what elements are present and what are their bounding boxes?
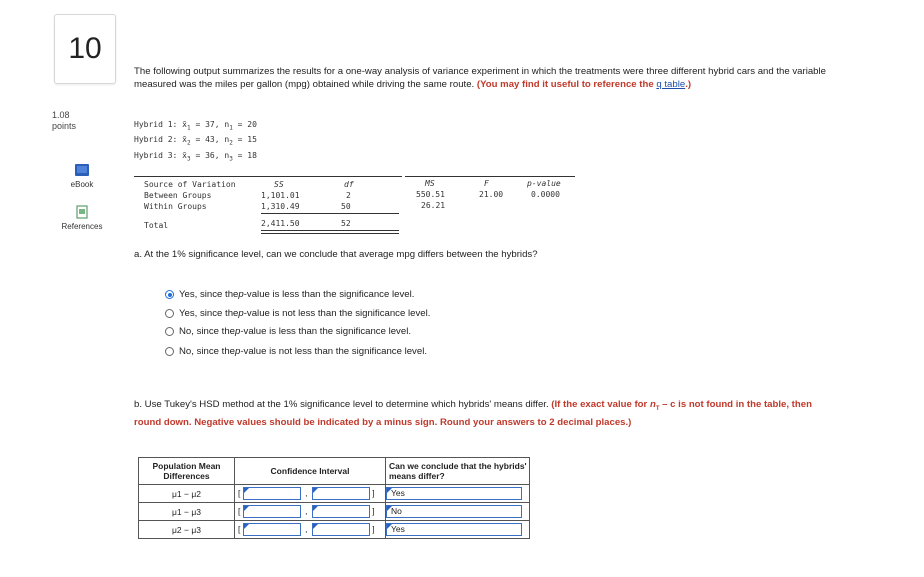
conclude-select[interactable]: Yes (386, 487, 522, 500)
table-row (139, 521, 530, 539)
diff-label: μ2 − μ3 (139, 521, 235, 539)
anova-within-ss: 1,310.49 (261, 202, 300, 211)
anova-within-source: Within Groups (144, 202, 207, 211)
option-a3[interactable]: No, since the p -value is less than the significance level. (165, 326, 411, 337)
conclude-cell (386, 521, 530, 539)
anova-header-ss: SS (274, 180, 284, 189)
col-header-ci: Confidence Interval (235, 458, 386, 485)
intro-text: The following output summarizes the results for a one-way analysis of variance experiment in which the treatments were three different hybrid cars and the variable measured was the miles per gallon (mpg) obtained while driving the same route. (134, 66, 826, 90)
option-a1[interactable]: Yes, since the p -value is less than the significance level. (165, 289, 414, 300)
col-header-diff: Population Mean Differences (139, 458, 235, 485)
anova-between-source: Between Groups (144, 191, 212, 200)
references-icon (75, 205, 89, 219)
table-row (139, 485, 530, 503)
anova-header-p: p-value (527, 179, 561, 188)
part-b-question: b. Use Tukey's HSD method at the 1% significance level to determine which hybrids' means differ. (If the exact value for $n_T$ – c is not found in the table, then round down. Negative values should be indicated by a minus sign. Round your answers to 2 decimal places.) (134, 399, 812, 428)
col-header-conclude: Can we conclude that the hybrids' means differ? (386, 458, 530, 485)
tukey-table (138, 457, 530, 539)
points-info (52, 110, 76, 132)
hybrid-3-line: Hybrid 3: $x̄_3 = 36$, $n_3 = 18$ (134, 151, 257, 163)
conclude-select[interactable]: No (386, 505, 522, 518)
ebook-button[interactable] (52, 163, 112, 189)
ci-cell: [ , ] (235, 485, 386, 503)
anova-between-p: 0.0000 (531, 190, 560, 199)
ci-upper-input[interactable] (312, 505, 370, 518)
diff-label: μ1 − μ3 (139, 503, 235, 521)
conclude-select[interactable]: Yes (386, 523, 522, 536)
radio[interactable] (165, 327, 174, 336)
question-number: 10 (54, 14, 116, 84)
anova-total-source: Total (144, 221, 169, 230)
anova-between-df: 2 (346, 191, 351, 200)
part-a-question: a. At the 1% significance level, can we conclude that average mpg differs between the hybrids? (134, 249, 538, 260)
anova-header-source: Source of Variation (144, 180, 236, 189)
anova-header-df: df (344, 180, 354, 189)
ci-cell: [ , ] (235, 521, 386, 539)
conclude-cell (386, 485, 530, 503)
hybrid-1-line: Hybrid 1: $x̄_1 = 37$, $n_1 = 20$ (134, 120, 257, 132)
points-label: points (52, 121, 77, 131)
radio[interactable] (165, 347, 174, 356)
references-label: References (61, 222, 103, 231)
anova-within-ms: 26.21 (421, 201, 446, 210)
option-a4[interactable]: No, since the p -value is not less than the significance level. (165, 346, 427, 357)
ci-upper-input[interactable] (312, 487, 370, 500)
conclude-cell (386, 503, 530, 521)
anova-total-ss: 2,411.50 (261, 219, 300, 228)
ci-lower-input[interactable] (243, 505, 301, 518)
hybrid-2-line: Hybrid 2: $x̄_2 = 43$, $n_2 = 15$ (134, 135, 257, 147)
anova-between-ms: 550.51 (416, 190, 445, 199)
book-icon (74, 163, 90, 177)
intro-hint: (You may find it useful to reference the q table.) (476, 79, 692, 90)
ci-lower-input[interactable] (243, 523, 301, 536)
radio[interactable] (165, 309, 174, 318)
ci-cell: [ , ] (235, 503, 386, 521)
ci-lower-input[interactable] (243, 487, 301, 500)
option-a2[interactable]: Yes, since the p -value is not less than the significance level. (165, 308, 430, 319)
anova-between-f: 21.00 (479, 190, 504, 199)
radio-selected[interactable] (165, 290, 174, 299)
anova-total-df: 52 (341, 219, 351, 228)
question-intro (134, 65, 834, 91)
ci-upper-input[interactable] (312, 523, 370, 536)
points-value: 1.08 (52, 110, 70, 120)
diff-label: μ1 − μ2 (139, 485, 235, 503)
table-row (139, 503, 530, 521)
references-button[interactable] (52, 205, 112, 231)
q-table-link[interactable]: q table (656, 79, 686, 90)
ebook-label: eBook (70, 180, 94, 189)
anova-header-f: F (484, 179, 489, 188)
anova-between-ss: 1,101.01 (261, 191, 300, 200)
anova-header-ms: MS (425, 179, 435, 188)
anova-within-df: 50 (341, 202, 351, 211)
